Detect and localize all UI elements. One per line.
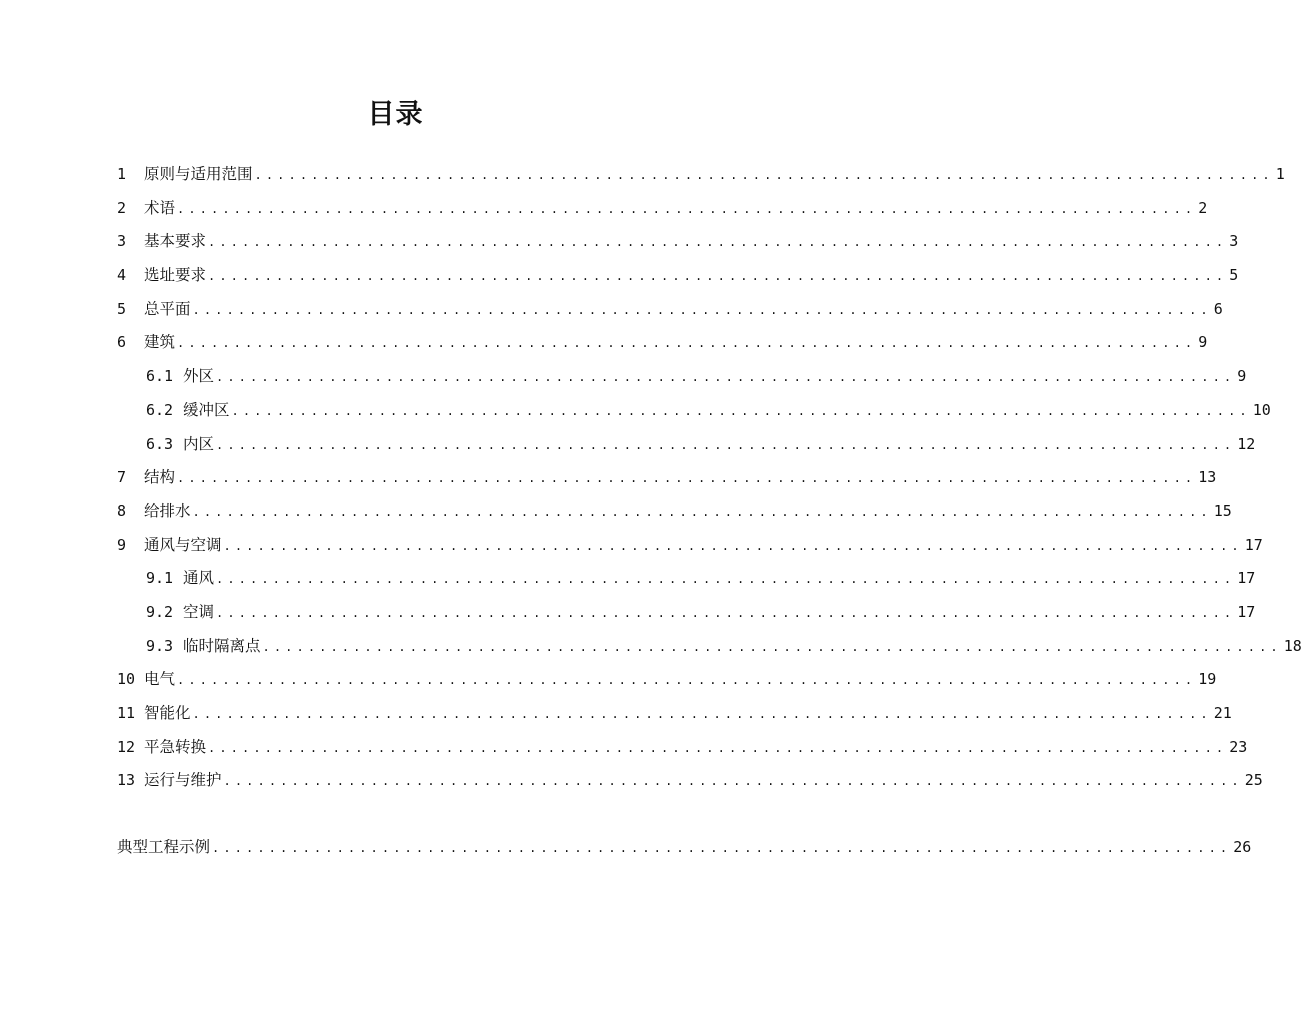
toc-dot-leader: .......................................................................................... bbox=[223, 774, 1243, 789]
toc-entry-title: 缓冲区 bbox=[183, 400, 230, 419]
toc-dot-leader: .......................................................................................... bbox=[177, 471, 1197, 486]
toc-entry-title: 建筑 bbox=[144, 333, 176, 352]
toc-entry-5[interactable] bbox=[117, 293, 1223, 327]
toc-entry-number: 6.1 bbox=[146, 367, 174, 386]
toc-dot-leader: .......................................................................................... bbox=[216, 605, 1236, 620]
toc-entry-6-2[interactable] bbox=[117, 394, 1271, 428]
toc-title: 目录 bbox=[367, 99, 424, 130]
toc-entry-number: 5 bbox=[117, 299, 127, 318]
toc-entry-2[interactable] bbox=[117, 192, 1208, 226]
toc-entry-12[interactable] bbox=[117, 731, 1248, 765]
toc-dot-leader: .......................................................................................... bbox=[216, 370, 1236, 385]
toc-entry-page: 1 bbox=[1275, 165, 1285, 183]
toc-entry-examples[interactable] bbox=[117, 831, 1252, 865]
toc-entry-title: 电气 bbox=[144, 670, 176, 689]
toc-entry-number: 9.2 bbox=[146, 602, 174, 621]
toc-entry-page: 18 bbox=[1283, 636, 1302, 655]
toc-entry-title: 智能化 bbox=[144, 704, 191, 722]
toc-entry-number: 6.3 bbox=[146, 434, 174, 453]
toc-entry-title: 基本要求 bbox=[144, 232, 207, 251]
toc-entry-number: 13 bbox=[117, 771, 136, 790]
toc-entry-number: 7 bbox=[117, 468, 127, 487]
toc-entry-title: 运行与维护 bbox=[144, 771, 222, 790]
toc-entry-number: 8 bbox=[117, 501, 127, 520]
toc-dot-leader: .......................................................................................... bbox=[216, 572, 1236, 587]
toc-entry-page: 6 bbox=[1213, 299, 1223, 318]
toc-entry-page: 2 bbox=[1198, 198, 1208, 217]
toc-entry-page: 13 bbox=[1198, 468, 1217, 487]
toc-entry-title: 平急转换 bbox=[144, 737, 207, 756]
toc-entry-page: 21 bbox=[1213, 704, 1232, 722]
toc-entry-page: 10 bbox=[1252, 400, 1271, 419]
toc-entry-7[interactable] bbox=[117, 461, 1217, 495]
toc-entry-10[interactable] bbox=[117, 663, 1217, 697]
toc-entry-number: 6.2 bbox=[146, 400, 174, 419]
toc-entry-number: 12 bbox=[117, 737, 136, 756]
toc-entry-9-2[interactable] bbox=[117, 596, 1256, 630]
toc-dot-leader: .......................................................................................... bbox=[262, 639, 1282, 654]
toc-entry-title: 典型工程示例 bbox=[117, 838, 211, 857]
toc-entry-title: 空调 bbox=[183, 602, 215, 621]
toc-dot-leader: .......................................................................................... bbox=[192, 504, 1212, 519]
toc-entry-number: 9.3 bbox=[146, 636, 174, 655]
toc-entry-page: 17 bbox=[1237, 602, 1256, 621]
toc-entry-title: 给排水 bbox=[144, 501, 191, 520]
toc-entry-page: 26 bbox=[1233, 838, 1252, 857]
toc-entry-number: 3 bbox=[117, 232, 127, 251]
toc-entry-page: 19 bbox=[1198, 670, 1217, 689]
toc-entry-page: 12 bbox=[1237, 434, 1256, 453]
toc-dot-leader: .......................................................................................... bbox=[177, 673, 1197, 688]
toc-dot-leader: .......................................................................................... bbox=[177, 336, 1197, 351]
toc-entry-number: 6 bbox=[117, 333, 127, 352]
table-of-contents bbox=[117, 158, 1302, 865]
toc-entry-page: 5 bbox=[1229, 266, 1239, 285]
toc-entry-title: 原则与适用范围 bbox=[144, 165, 253, 183]
toc-dot-leader: .......................................................................................... bbox=[192, 302, 1212, 317]
toc-entry-number: 11 bbox=[117, 704, 136, 722]
toc-entry-6-1[interactable] bbox=[117, 360, 1247, 394]
toc-entry-title: 临时隔离点 bbox=[183, 636, 261, 655]
toc-entry-number: 9.1 bbox=[146, 569, 174, 588]
toc-entry-page: 15 bbox=[1213, 501, 1232, 520]
toc-entry-title: 总平面 bbox=[144, 299, 191, 318]
toc-entry-title: 结构 bbox=[144, 468, 176, 487]
toc-entry-title: 通风与空调 bbox=[144, 535, 222, 554]
toc-dot-leader: .......................................................................................... bbox=[223, 538, 1243, 553]
toc-dot-leader: .......................................................................................... bbox=[208, 740, 1228, 755]
toc-entry-page: 3 bbox=[1229, 232, 1239, 251]
toc-entry-number: 9 bbox=[117, 535, 127, 554]
toc-dot-leader: .......................................................................................... bbox=[208, 269, 1228, 284]
toc-entry-number: 2 bbox=[117, 198, 127, 217]
toc-entry-8[interactable] bbox=[117, 495, 1232, 529]
toc-entry-9-3[interactable] bbox=[117, 630, 1302, 664]
toc-entry-13[interactable] bbox=[117, 764, 1263, 798]
toc-entry-page: 9 bbox=[1198, 333, 1208, 352]
toc-entry-page: 17 bbox=[1244, 535, 1263, 554]
toc-dot-leader: .......................................................................................... bbox=[254, 168, 1274, 182]
toc-entry-6[interactable] bbox=[117, 326, 1208, 360]
toc-dot-leader: .......................................................................................... bbox=[177, 201, 1197, 216]
toc-entry-9[interactable] bbox=[117, 529, 1263, 563]
toc-entry-page: 25 bbox=[1244, 771, 1263, 790]
toc-dot-leader: .......................................................................................... bbox=[208, 235, 1228, 250]
toc-entry-page: 9 bbox=[1237, 367, 1247, 386]
toc-entry-1[interactable] bbox=[117, 158, 1285, 192]
toc-dot-leader: .......................................................................................... bbox=[192, 707, 1212, 721]
toc-entry-title: 外区 bbox=[183, 367, 215, 386]
toc-entry-page: 17 bbox=[1237, 569, 1256, 588]
toc-entry-4[interactable] bbox=[117, 259, 1239, 293]
toc-entry-6-3[interactable] bbox=[117, 428, 1256, 462]
toc-dot-leader: .......................................................................................... bbox=[216, 437, 1236, 452]
toc-entry-number: 1 bbox=[117, 165, 127, 183]
toc-entry-title: 术语 bbox=[144, 198, 176, 217]
toc-entry-number: 4 bbox=[117, 266, 127, 285]
toc-entry-title: 通风 bbox=[183, 569, 215, 588]
toc-dot-leader: .......................................................................................... bbox=[212, 841, 1232, 856]
toc-entry-page: 23 bbox=[1229, 737, 1248, 756]
toc-entry-3[interactable] bbox=[117, 225, 1239, 259]
toc-entry-number: 10 bbox=[117, 670, 136, 689]
toc-entry-title: 选址要求 bbox=[144, 266, 207, 285]
toc-dot-leader: .......................................................................................... bbox=[231, 403, 1251, 418]
toc-entry-9-1[interactable] bbox=[117, 562, 1256, 596]
toc-entry-11[interactable] bbox=[117, 697, 1232, 731]
toc-entry-title: 内区 bbox=[183, 434, 215, 453]
